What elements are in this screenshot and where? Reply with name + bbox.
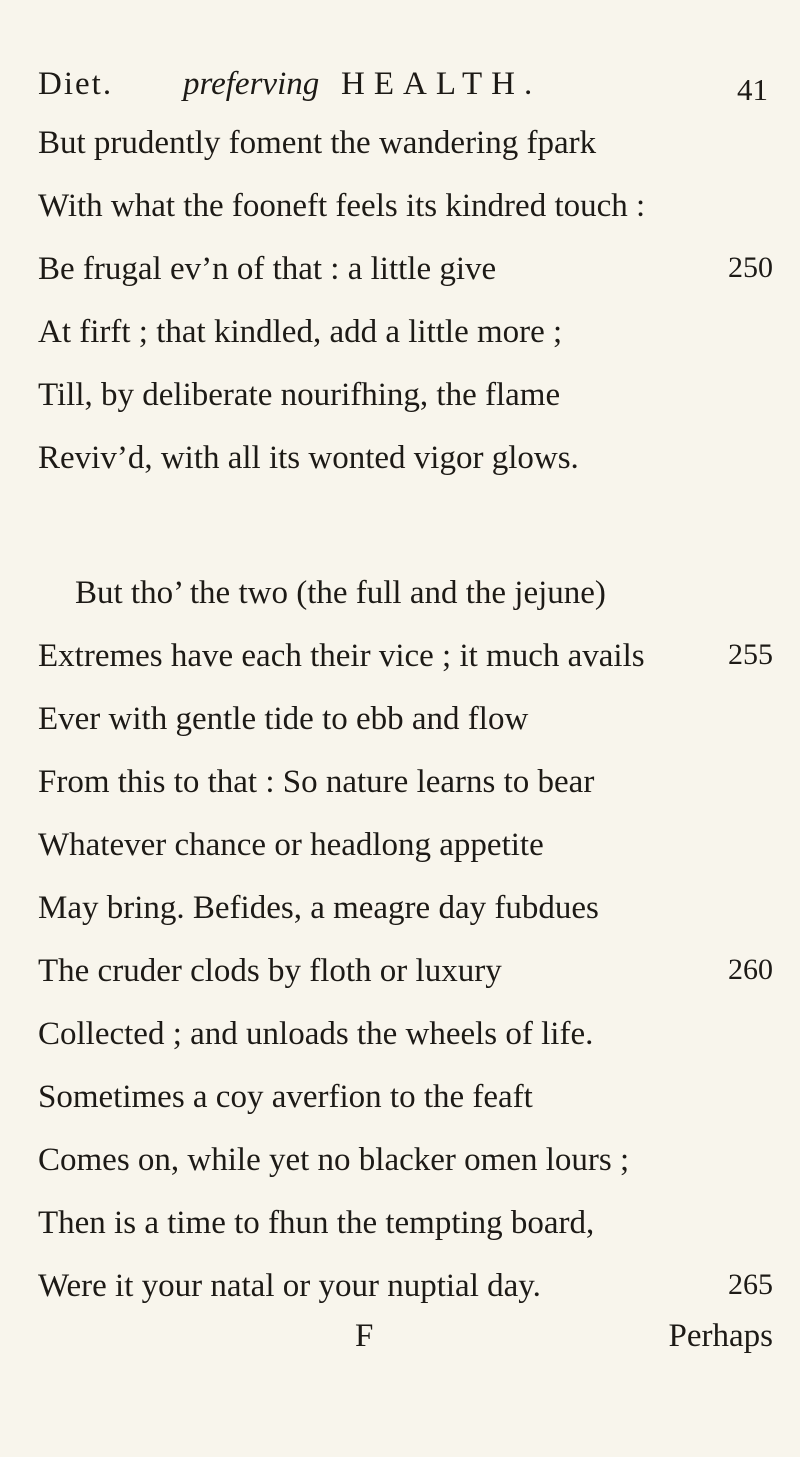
- verse-line: [38, 1205, 773, 1255]
- verse-line: [38, 1016, 773, 1066]
- verse-text: At firft ; that kindled, add a little more ;: [38, 314, 563, 350]
- verse-line: [38, 575, 773, 625]
- verse-line: [38, 440, 773, 490]
- verse-text: Reviv’d, with all its wonted vigor glows.: [38, 440, 579, 476]
- verse-text: Comes on, while yet no blacker omen lours ;: [38, 1142, 630, 1178]
- catchword: Perhaps: [668, 1318, 773, 1354]
- verse-line: [38, 953, 773, 1003]
- verse-line: [38, 314, 773, 364]
- verse-text: Till, by deliberate nourifhing, the flame: [38, 377, 561, 413]
- verse-text: Ever with gentle tide to ebb and flow: [38, 701, 529, 737]
- line-number: 265: [728, 1268, 773, 1301]
- verse-text: Collected ; and unloads the wheels of life.: [38, 1016, 594, 1052]
- verse-line: [38, 638, 773, 688]
- verse-line: [38, 251, 773, 301]
- verse-line: [38, 827, 773, 877]
- page-footer: [38, 1318, 773, 1368]
- line-number: 255: [728, 638, 773, 671]
- verse-text: From this to that : So nature learns to bear: [38, 764, 595, 800]
- verse-line: [38, 1268, 773, 1318]
- running-head-section: Diet.: [38, 66, 114, 102]
- page-number: 41: [737, 72, 768, 107]
- verse-text: Extremes have each their vice ; it much avails: [38, 638, 645, 674]
- running-head-caps: HEALTH.: [341, 66, 542, 102]
- verse-text: But tho’ the two (the full and the jejune): [75, 575, 606, 611]
- verse-line: [38, 1079, 773, 1129]
- verse-text: Were it your natal or your nuptial day.: [38, 1268, 541, 1304]
- verse-line: [38, 701, 773, 751]
- verse-text: May bring. Befides, a meagre day fubdues: [38, 890, 599, 926]
- verse-line: [38, 764, 773, 814]
- verse-line: [38, 1142, 773, 1192]
- verse-line: [38, 125, 773, 175]
- verse-line: [38, 188, 773, 238]
- verse-text: With what the fooneft feels its kindred touch :: [38, 188, 646, 224]
- verse-text: Whatever chance or headlong appetite: [38, 827, 544, 863]
- verse-text: Sometimes a coy averfion to the feaft: [38, 1079, 533, 1115]
- verse-line: [38, 890, 773, 940]
- line-number: 250: [728, 251, 773, 284]
- signature-mark: F: [355, 1318, 374, 1354]
- verse-text: The cruder clods by floth or luxury: [38, 953, 502, 989]
- running-head: [38, 66, 768, 116]
- verse-line: [38, 377, 773, 427]
- verse-text: But prudently foment the wandering fpark: [38, 125, 597, 161]
- verse-text: Be frugal ev’n of that : a little give: [38, 251, 497, 287]
- line-number: 260: [728, 953, 773, 986]
- running-head-italic: preferving: [183, 66, 320, 102]
- verse-text: Then is a time to fhun the tempting board,: [38, 1205, 595, 1241]
